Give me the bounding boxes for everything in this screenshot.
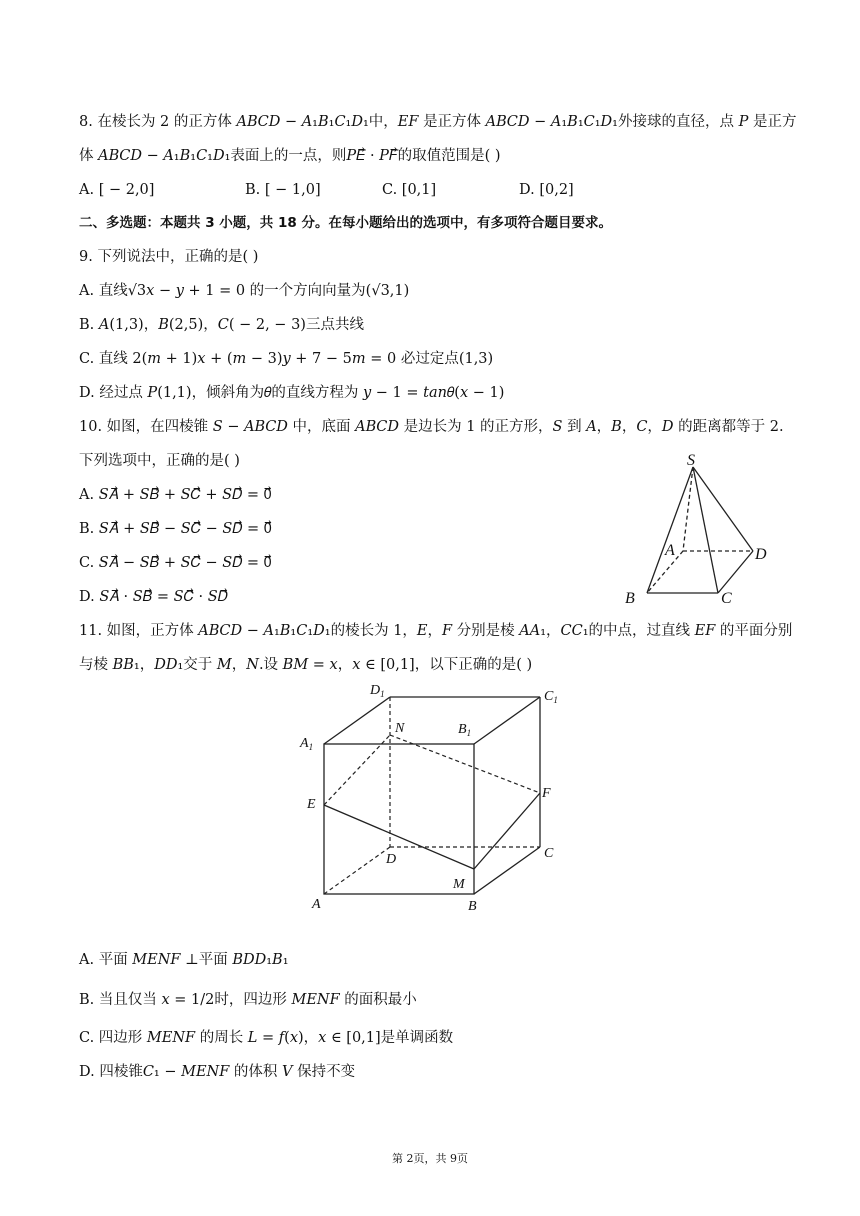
pyramid-figure: [615, 445, 785, 610]
label-c: C: [721, 590, 732, 607]
q8-option-b: B. [ − 1,0]: [245, 182, 321, 198]
label-d: D: [755, 546, 767, 563]
q10-stem-line2: 下列选项中，正确的是( ): [79, 453, 240, 469]
edge-en: [324, 735, 390, 805]
q11-option-c: C. 四边形 𝑀𝐸𝑁𝐹 的周长 𝐿 = 𝑓(𝑥)，𝑥 ∈ [0,1]是单调函数: [79, 1030, 454, 1046]
edge-b1c1: [474, 697, 540, 744]
q11-stem-line1: 11. 如图，正方体 𝐴𝐵𝐶𝐷 − 𝐴₁𝐵₁𝐶₁𝐷₁的棱长为 1，𝐸，𝐹 分别是棱 𝐴𝐴₁，𝐶𝐶₁的中点，过直线 𝐸𝐹 的平面分别: [79, 623, 793, 639]
label-d: D: [386, 852, 397, 867]
q8-option-d: D. [0,2]: [519, 182, 574, 198]
page-footer: 第 2页，共 9页: [392, 1152, 468, 1165]
q11-stem-line2: 与棱 𝐵𝐵₁，𝐷𝐷₁交于 𝑀，𝑁.设 𝐵𝑀 = 𝑥，𝑥 ∈ [0,1]，以下正确的是( ): [79, 657, 533, 673]
edge-em: [324, 805, 474, 869]
label-s: S: [687, 452, 695, 469]
label-c: C: [544, 846, 554, 861]
q10-option-d: D. 𝑆𝐴⃗ · 𝑆𝐵⃗ = 𝑆𝐶⃗ · 𝑆𝐷⃗: [79, 589, 228, 605]
cube-front-face: [324, 744, 474, 894]
edge-a1d1: [324, 697, 390, 744]
edge-ad: [324, 847, 390, 894]
q8-stem-line1: 8. 在棱长为 2 的正方体 𝐴𝐵𝐶𝐷 − 𝐴₁𝐵₁𝐶₁𝐷₁中，𝐸𝐹 是正方体 𝐴𝐵𝐶𝐷 − 𝐴₁𝐵₁𝐶₁𝐷₁外接球的直径，点 𝑃 是正方: [79, 114, 797, 130]
q9-option-d: D. 经过点 𝑃(1,1)，倾斜角为𝜃的直线方程为 𝑦 − 1 = 𝑡𝑎𝑛𝜃(𝑥 − 1): [79, 385, 505, 401]
edge-sd: [693, 467, 753, 551]
q9-option-a: A. 直线√3𝑥 − 𝑦 + 1 = 0 的一个方向向量为(√3,1): [79, 283, 410, 299]
label-b1: $B_1$: [458, 722, 472, 738]
edge-mf: [474, 793, 540, 869]
q9-option-c: C. 直线 2(𝑚 + 1)𝑥 + (𝑚 − 3)𝑦 + 7 − 5𝑚 = 0 必过定点(1,3): [79, 351, 494, 367]
label-f: F: [542, 786, 551, 801]
label-a: A: [665, 542, 675, 559]
q9-option-b: B. 𝐴(1,3)，𝐵(2,5)，𝐶( − 2, − 3)三点共线: [79, 317, 364, 333]
q10-option-c: C. 𝑆𝐴⃗ − 𝑆𝐵⃗ + 𝑆𝐶⃗ − 𝑆𝐷⃗ = 0⃗: [79, 555, 272, 571]
label-d1: $D_1$: [370, 683, 385, 699]
q8-stem-line2: 体 𝐴𝐵𝐶𝐷 − 𝐴₁𝐵₁𝐶₁𝐷₁表面上的一点，则𝑃𝐸⃗ · 𝑃𝐹⃗的取值范围是( ): [79, 148, 501, 164]
q11-option-d: D. 四棱锥𝐶₁ − 𝑀𝐸𝑁𝐹 的体积 𝑉 保持不变: [79, 1064, 356, 1080]
label-b: B: [468, 899, 477, 914]
label-a1: $A_1$: [300, 736, 314, 752]
edge-cd: [718, 551, 753, 593]
label-e: E: [307, 797, 316, 812]
label-n: N: [395, 721, 405, 736]
label-b: B: [625, 590, 635, 607]
cube-figure: [290, 675, 580, 920]
label-c1: $C_1$: [544, 689, 558, 705]
q10-stem-line1: 10. 如图，在四棱锥 𝑆 − 𝐴𝐵𝐶𝐷 中，底面 𝐴𝐵𝐶𝐷 是边长为 1 的正方形，𝑆 到 𝐴，𝐵，𝐶，𝐷 的距离都等于 2.: [79, 419, 784, 435]
label-m: M: [453, 877, 465, 892]
label-a: A: [312, 897, 321, 912]
section-heading: 二、多选题：本题共 3 小题，共 18 分。在每小题给出的选项中，有多项符合题目要求。: [79, 215, 612, 231]
q10-option-b: B. 𝑆𝐴⃗ + 𝑆𝐵⃗ − 𝑆𝐶⃗ − 𝑆𝐷⃗ = 0⃗: [79, 521, 272, 537]
q11-option-b: B. 当且仅当 𝑥 = 1/2时，四边形 𝑀𝐸𝑁𝐹 的面积最小: [79, 992, 417, 1008]
q8-option-a: A. [ − 2,0]: [79, 182, 155, 198]
edge-bc: [474, 847, 540, 894]
q9-stem: 9. 下列说法中，正确的是( ): [79, 249, 259, 265]
q10-option-a: A. 𝑆𝐴⃗ + 𝑆𝐵⃗ + 𝑆𝐶⃗ + 𝑆𝐷⃗ = 0⃗: [79, 487, 272, 503]
edge-sc: [693, 467, 718, 593]
q8-option-c: C. [0,1]: [382, 182, 437, 198]
q11-option-a: A. 平面 𝑀𝐸𝑁𝐹 ⊥平面 𝐵𝐷𝐷₁𝐵₁: [79, 952, 289, 968]
